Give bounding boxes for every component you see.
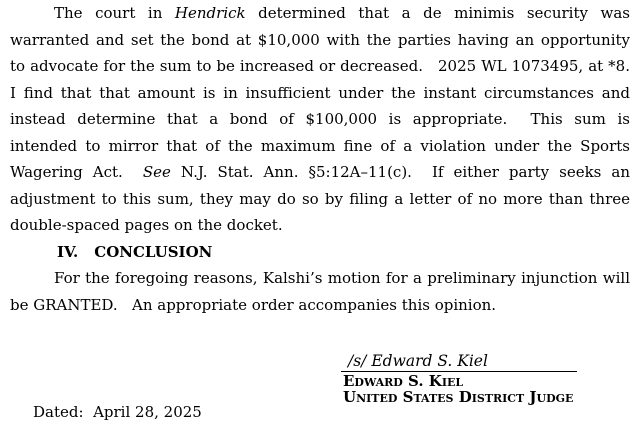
text-segment: N.J. Stat. Ann. §5:12A–11(c). If either party seeks an bbox=[170, 163, 630, 181]
text-segment: intended to mirror that of the maximum fine of a violation under the Sports bbox=[10, 136, 630, 155]
paragraph-bond-discussion bbox=[10, 0, 630, 239]
text-line bbox=[10, 133, 630, 160]
text-segment: to advocate for the sum to be increased or decreased. 2025 WL 1073495, at *8. bbox=[10, 57, 630, 75]
conclusion-heading-numeral: IV. bbox=[57, 242, 79, 261]
text-segment: instead determine that a bond of $100,000 is appropriate. This sum is bbox=[10, 110, 630, 128]
signature-block bbox=[341, 352, 577, 405]
text-line bbox=[10, 159, 630, 186]
text-segment: I find that that amount is in insufficient under the instant circumstances and bbox=[10, 83, 630, 102]
text-segment: For the foregoing reasons, Kalshi’s motion for a preliminary injunction will bbox=[54, 269, 630, 287]
text-line bbox=[10, 0, 630, 27]
judge-name: Edward S. Kiel bbox=[343, 372, 464, 390]
text-segment: double-spaced pages on the docket. bbox=[10, 216, 283, 234]
text-line bbox=[10, 265, 630, 292]
italic-text-segment: Hendrick bbox=[174, 4, 246, 22]
text-segment: warranted and set the bond at $10,000 with the parties having an opportunity bbox=[10, 30, 630, 49]
text-segment: determined that a de minimis security was bbox=[245, 4, 630, 22]
italic-text-segment: See bbox=[142, 163, 171, 181]
opinion-body bbox=[10, 0, 630, 318]
paragraph-conclusion bbox=[10, 265, 630, 318]
judge-title: United States District Judge bbox=[343, 387, 574, 406]
text-segment: Wagering Act. bbox=[10, 163, 143, 181]
text-line bbox=[10, 292, 630, 319]
text-segment: be GRANTED. An appropriate order accompanies this opinion. bbox=[10, 295, 497, 314]
text-line bbox=[10, 80, 630, 107]
text-line bbox=[10, 106, 630, 133]
text-line bbox=[10, 27, 630, 54]
text-segment: adjustment to this sum, they may do so by filing a letter of no more than three bbox=[10, 189, 630, 208]
dated-line: Dated: April 28, 2025 bbox=[33, 403, 202, 421]
conclusion-heading bbox=[10, 239, 630, 266]
text-line bbox=[10, 186, 630, 213]
text-line bbox=[10, 53, 630, 80]
text-line bbox=[10, 212, 630, 239]
text-segment: The court in bbox=[54, 4, 175, 22]
electronic-signature: /s/ Edward S. Kiel bbox=[341, 352, 577, 372]
conclusion-heading-title: CONCLUSION bbox=[94, 242, 213, 261]
